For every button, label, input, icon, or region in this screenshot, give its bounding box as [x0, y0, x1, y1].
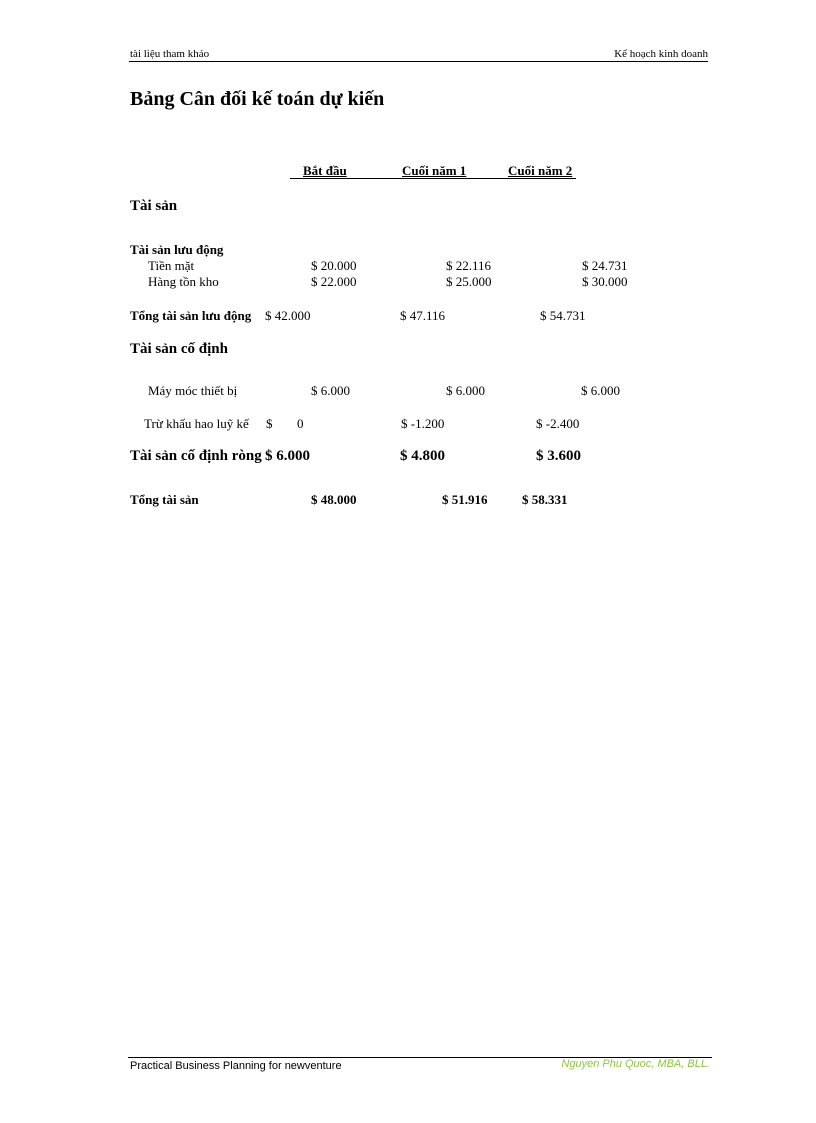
fixed-total-label: Tài sản cố định ròng — [130, 448, 262, 464]
current-total-year1: $ 47.116 — [400, 308, 446, 323]
current-total-start: $ 42.000 — [265, 308, 311, 323]
assets-heading: Tài sản — [130, 198, 178, 214]
total-assets-year1: $ 51.916 — [442, 492, 488, 507]
depreciation-year1: $ -1.200 — [401, 416, 445, 431]
column-header-start: Bắt đầu — [303, 163, 347, 178]
equipment-year1: $ 6.000 — [446, 383, 485, 398]
footer-right: Nguyen Phu Quoc, MBA, BLL. — [561, 1058, 710, 1070]
equipment-label: Máy móc thiết bị — [148, 383, 238, 398]
total-assets-year2: $ 58.331 — [522, 492, 568, 507]
equipment-start: $ 6.000 — [311, 383, 350, 398]
fixed-total-start: $ 6.000 — [265, 448, 310, 464]
cash-year2: $ 24.731 — [582, 258, 628, 273]
equipment-year2: $ 6.000 — [581, 383, 620, 398]
inventory-label: Hàng tồn kho — [148, 274, 219, 289]
cash-label: Tiền mặt — [148, 258, 195, 273]
cash-start: $ 20.000 — [311, 258, 357, 273]
column-header-year1: Cuối năm 1 — [402, 163, 467, 178]
inventory-year2: $ 30.000 — [582, 274, 628, 289]
header-left: tài liệu tham khảo — [130, 48, 210, 60]
fixed-assets-heading: Tài sản cố định — [130, 341, 228, 357]
inventory-start: $ 22.000 — [311, 274, 357, 289]
depreciation-label: Trừ khấu hao luỹ kế — [144, 416, 249, 431]
header-right: Kế hoạch kinh doanh — [614, 48, 708, 60]
depreciation-start-currency: $ — [266, 416, 273, 431]
current-total-label: Tổng tài sản lưu động — [130, 308, 252, 323]
current-assets-heading: Tài sản lưu động — [130, 242, 224, 257]
current-total-year2: $ 54.731 — [540, 308, 586, 323]
cash-year1: $ 22.116 — [446, 258, 492, 273]
inventory-year1: $ 25.000 — [446, 274, 492, 289]
depreciation-year2: $ -2.400 — [536, 416, 580, 431]
header-rule — [129, 61, 708, 62]
column-header-year2: Cuối năm 2 — [508, 163, 573, 178]
total-assets-start: $ 48.000 — [311, 492, 357, 507]
total-assets-label: Tổng tài sản — [130, 492, 199, 507]
page-title: Bảng Cân đối kế toán dự kiến — [130, 88, 385, 110]
footer-left: Practical Business Planning for newventure — [130, 1060, 342, 1072]
fixed-total-year1: $ 4.800 — [400, 448, 445, 464]
fixed-total-year2: $ 3.600 — [536, 448, 581, 464]
depreciation-start: 0 — [297, 416, 304, 431]
